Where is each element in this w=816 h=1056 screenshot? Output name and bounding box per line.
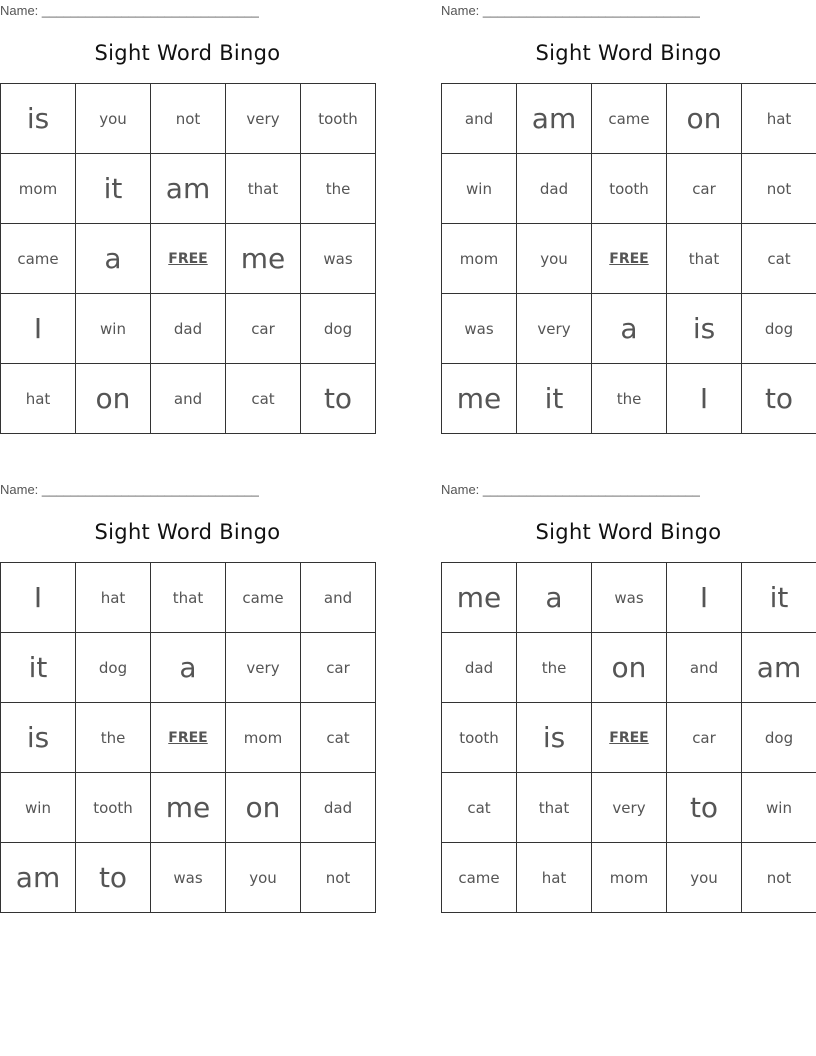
- bingo-cell: on: [226, 773, 301, 843]
- bingo-cell: win: [1, 773, 76, 843]
- bingo-cell: dad: [442, 633, 517, 703]
- bingo-row: [442, 703, 816, 773]
- bingo-cell: on: [592, 633, 667, 703]
- bingo-cell: dog: [76, 633, 151, 703]
- bingo-cell: the: [592, 364, 667, 434]
- bingo-row: [442, 154, 816, 224]
- bingo-grid: [441, 562, 816, 913]
- bingo-row: [1, 224, 376, 294]
- bingo-cell: was: [442, 294, 517, 364]
- bingo-cell: hat: [1, 364, 76, 434]
- bingo-cell: you: [226, 843, 301, 913]
- bingo-grid: [0, 562, 376, 913]
- bingo-cell: tooth: [76, 773, 151, 843]
- bingo-cell: not: [151, 84, 226, 154]
- bingo-cell: it: [76, 154, 151, 224]
- bingo-cell: that: [667, 224, 742, 294]
- bingo-cell: I: [667, 364, 742, 434]
- bingo-cell: to: [742, 364, 816, 434]
- bingo-cell: is: [517, 703, 592, 773]
- bingo-grid: [0, 83, 376, 434]
- bingo-cell: a: [151, 633, 226, 703]
- bingo-cell: and: [301, 563, 376, 633]
- bingo-row: [1, 154, 376, 224]
- bingo-cell: very: [226, 633, 301, 703]
- bingo-cell: it: [1, 633, 76, 703]
- bingo-cell: hat: [76, 563, 151, 633]
- bingo-cell: hat: [517, 843, 592, 913]
- bingo-row: [442, 364, 816, 434]
- bingo-cell: win: [76, 294, 151, 364]
- bingo-cell: the: [517, 633, 592, 703]
- name-field-label: Name: ______________________________: [441, 482, 700, 497]
- bingo-cell: car: [226, 294, 301, 364]
- bingo-cell: that: [226, 154, 301, 224]
- bingo-cell: that: [517, 773, 592, 843]
- bingo-row: [1, 633, 376, 703]
- bingo-cell: cat: [442, 773, 517, 843]
- bingo-cell: mom: [442, 224, 517, 294]
- bingo-cell: win: [442, 154, 517, 224]
- bingo-cell: dad: [301, 773, 376, 843]
- bingo-cell: to: [667, 773, 742, 843]
- bingo-row: [1, 563, 376, 633]
- bingo-row: [442, 563, 816, 633]
- bingo-cell: is: [1, 703, 76, 773]
- free-space: FREE: [151, 224, 226, 294]
- bingo-cell: am: [151, 154, 226, 224]
- bingo-cell: car: [667, 703, 742, 773]
- bingo-cell: very: [226, 84, 301, 154]
- bingo-row: [442, 633, 816, 703]
- bingo-cell: not: [301, 843, 376, 913]
- bingo-cell: win: [742, 773, 816, 843]
- bingo-cell: mom: [1, 154, 76, 224]
- bingo-row: [442, 773, 816, 843]
- bingo-cell: and: [667, 633, 742, 703]
- bingo-cell: came: [442, 843, 517, 913]
- bingo-cell: me: [151, 773, 226, 843]
- bingo-cell: me: [226, 224, 301, 294]
- bingo-row: [1, 703, 376, 773]
- bingo-cell: not: [742, 843, 816, 913]
- bingo-cell: car: [667, 154, 742, 224]
- bingo-cell: you: [76, 84, 151, 154]
- bingo-cell: very: [517, 294, 592, 364]
- bingo-cell: is: [1, 84, 76, 154]
- bingo-cell: you: [517, 224, 592, 294]
- bingo-row: [442, 224, 816, 294]
- bingo-cell: it: [517, 364, 592, 434]
- bingo-cell: a: [592, 294, 667, 364]
- bingo-cell: that: [151, 563, 226, 633]
- bingo-row: [1, 364, 376, 434]
- bingo-cell: dog: [742, 703, 816, 773]
- bingo-cell: came: [592, 84, 667, 154]
- free-space: FREE: [151, 703, 226, 773]
- bingo-cell: cat: [742, 224, 816, 294]
- card-title: Sight Word Bingo: [94, 41, 281, 65]
- free-space: FREE: [592, 224, 667, 294]
- free-space: FREE: [592, 703, 667, 773]
- bingo-cell: the: [76, 703, 151, 773]
- bingo-cell: am: [1, 843, 76, 913]
- bingo-cell: tooth: [442, 703, 517, 773]
- bingo-cell: to: [301, 364, 376, 434]
- bingo-grid: [441, 83, 816, 434]
- bingo-cell: I: [667, 563, 742, 633]
- bingo-cell: very: [592, 773, 667, 843]
- bingo-row: [442, 843, 816, 913]
- bingo-cell: a: [76, 224, 151, 294]
- bingo-cell: and: [442, 84, 517, 154]
- bingo-cell: car: [301, 633, 376, 703]
- bingo-cell: me: [442, 364, 517, 434]
- bingo-cell: the: [301, 154, 376, 224]
- bingo-cell: mom: [226, 703, 301, 773]
- bingo-row: [1, 294, 376, 364]
- name-field-label: Name: ______________________________: [441, 3, 700, 18]
- bingo-cell: was: [592, 563, 667, 633]
- bingo-cell: am: [517, 84, 592, 154]
- bingo-cell: on: [76, 364, 151, 434]
- bingo-row: [442, 84, 816, 154]
- bingo-cell: it: [742, 563, 816, 633]
- card-title: Sight Word Bingo: [535, 520, 722, 544]
- bingo-row: [1, 84, 376, 154]
- bingo-cell: dad: [151, 294, 226, 364]
- bingo-cell: not: [742, 154, 816, 224]
- bingo-cell: am: [742, 633, 816, 703]
- bingo-cell: was: [301, 224, 376, 294]
- bingo-cell: me: [442, 563, 517, 633]
- bingo-cell: mom: [592, 843, 667, 913]
- card-title: Sight Word Bingo: [535, 41, 722, 65]
- name-field-label: Name: ______________________________: [0, 3, 259, 18]
- bingo-cell: is: [667, 294, 742, 364]
- bingo-row: [1, 843, 376, 913]
- bingo-cell: came: [1, 224, 76, 294]
- bingo-cell: to: [76, 843, 151, 913]
- name-field-label: Name: ______________________________: [0, 482, 259, 497]
- bingo-row: [1, 773, 376, 843]
- bingo-cell: cat: [301, 703, 376, 773]
- bingo-cell: dad: [517, 154, 592, 224]
- bingo-cell: on: [667, 84, 742, 154]
- bingo-cell: hat: [742, 84, 816, 154]
- bingo-cell: I: [1, 294, 76, 364]
- bingo-cell: dog: [301, 294, 376, 364]
- bingo-cell: was: [151, 843, 226, 913]
- bingo-cell: a: [517, 563, 592, 633]
- bingo-cell: came: [226, 563, 301, 633]
- bingo-cell: and: [151, 364, 226, 434]
- bingo-cell: I: [1, 563, 76, 633]
- bingo-row: [442, 294, 816, 364]
- bingo-cell: tooth: [592, 154, 667, 224]
- bingo-cell: tooth: [301, 84, 376, 154]
- bingo-cell: cat: [226, 364, 301, 434]
- bingo-cell: dog: [742, 294, 816, 364]
- card-title: Sight Word Bingo: [94, 520, 281, 544]
- bingo-cell: you: [667, 843, 742, 913]
